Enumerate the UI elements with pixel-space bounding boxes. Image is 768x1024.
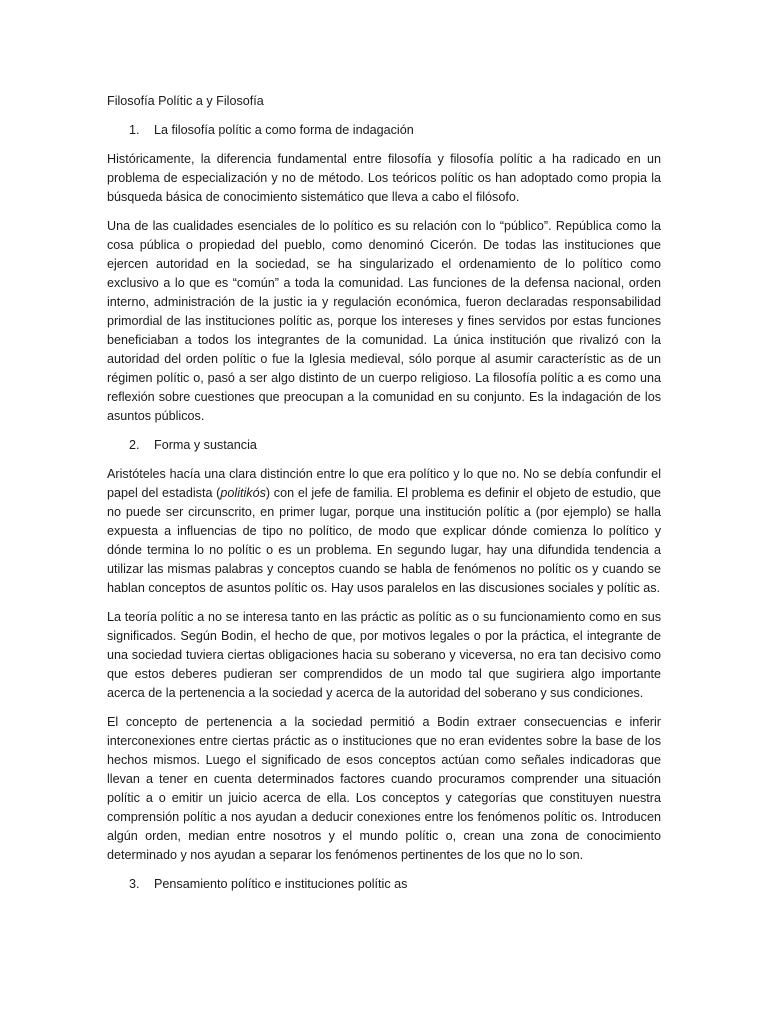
paragraph: Históricamente, la diferencia fundamental entre filosofía y filosofía polític a ha radicado en un problema de especialización y no de método. Los teóricos polític os han adoptado como propia la búsqueda básica de conocimiento sistemático que lleva a cabo el filósofo.	[107, 152, 661, 204]
section-heading-2	[107, 436, 661, 455]
paragraph: Una de las cualidades esenciales de lo político es su relación con lo “público”. República como la cosa pública o propiedad del pueblo, como denominó Cicerón. De todas las instituciones que ejercen autoridad en la sociedad, se ha singularizado el ordenamiento de lo político como exclusivo a lo que es “común” a toda la comunidad. Las funciones de la defensa nacional, orden interno, administración de la justic ia y regulación económica, fueron declaradas responsabilidad primordial de las instituciones polític as, porque los intereses y fines servidos por estas funciones beneficiaban a todos los integrantes de la comunidad. La única institución que rivalizó con la autoridad del orden polític o fue la Iglesia medieval, sólo porque al asumir característic as de un régimen polític o, pasó a ser algo distinto de un cuerpo religioso. La filosofía polític a es como una reflexión sobre cuestiones que preocupan a la comunidad en su conjunto. Es la indagación de los asuntos públicos.	[107, 219, 661, 423]
paragraph	[107, 465, 661, 598]
paragraph: La teoría polític a no se interesa tanto en las práctic as polític as o su funcionamiento como en sus significados. Según Bodin, el hecho de que, por motivos legales o por la práctica, el integrante de una sociedad tuviera ciertas obligaciones hacia su soberano y viceversa, no era tan decisivo como que estos deberes pudieran ser comprendidos de un modo tal que sugiriera algo importante acerca de la pertenencia a la sociedad y acerca de la autoridad del soberano y sus condiciones.	[107, 610, 661, 700]
section-number: 2.	[129, 438, 140, 452]
section-title: Forma y sustancia	[154, 438, 257, 452]
document-title: Filosofía Polític a y Filosofía	[107, 94, 264, 108]
paragraph: El concepto de pertenencia a la sociedad permitió a Bodin extraer consecuencias e inferir interconexiones entre ciertas práctic as o instituciones que no eran evidentes sobre la base de los hechos mismos. Luego el significado de esos conceptos actúan como señales indicadoras que llevan a tener en cuenta determinados factores cuando procuramos comprender una situación polític a o emitir un juicio acerca de ella. Los conceptos y categorías que constituyen nuestra comprensión polític a nos ayudan a deducir conexiones entre los fenómenos polític os. Introducen algún orden, median entre nosotros y el mundo polític o, crean una zona de conocimiento determinado y nos ayudan a separar los fenómenos pertinentes de los que no lo son.	[107, 715, 661, 862]
section-number: 1.	[129, 123, 140, 137]
section-heading-3	[107, 875, 661, 894]
emphasized-term: politikós	[220, 486, 266, 500]
section-title: La filosofía polític a como forma de indagación	[154, 123, 414, 137]
section-heading-1	[107, 121, 661, 140]
section-number: 3.	[129, 877, 140, 891]
paragraph-text: ) con el jefe de familia. El problema es definir el objeto de estudio, que no puede ser circunscrito, en primer lugar, porque una institución polític a (por ejemplo) se halla expuesta a influencias de tipo no político, de modo que explicar dónde comienza lo político y dónde termina lo no polític o es un problema. En segundo lugar, hay una difundida tendencia a utilizar las mismas palabras y conceptos cuando se habla de fenómenos no polític os y cuando se hablan conceptos de asuntos polític os. Hay usos paralelos en las discusiones sociales y polític as.	[107, 486, 662, 595]
section-title: Pensamiento político e instituciones polític as	[154, 877, 408, 891]
paragraph-text: Aristóteles hacía una clara distinción entre lo que era político y lo que no. No se debía confundir el papel del estadista (	[107, 467, 661, 500]
document-page	[107, 92, 661, 904]
